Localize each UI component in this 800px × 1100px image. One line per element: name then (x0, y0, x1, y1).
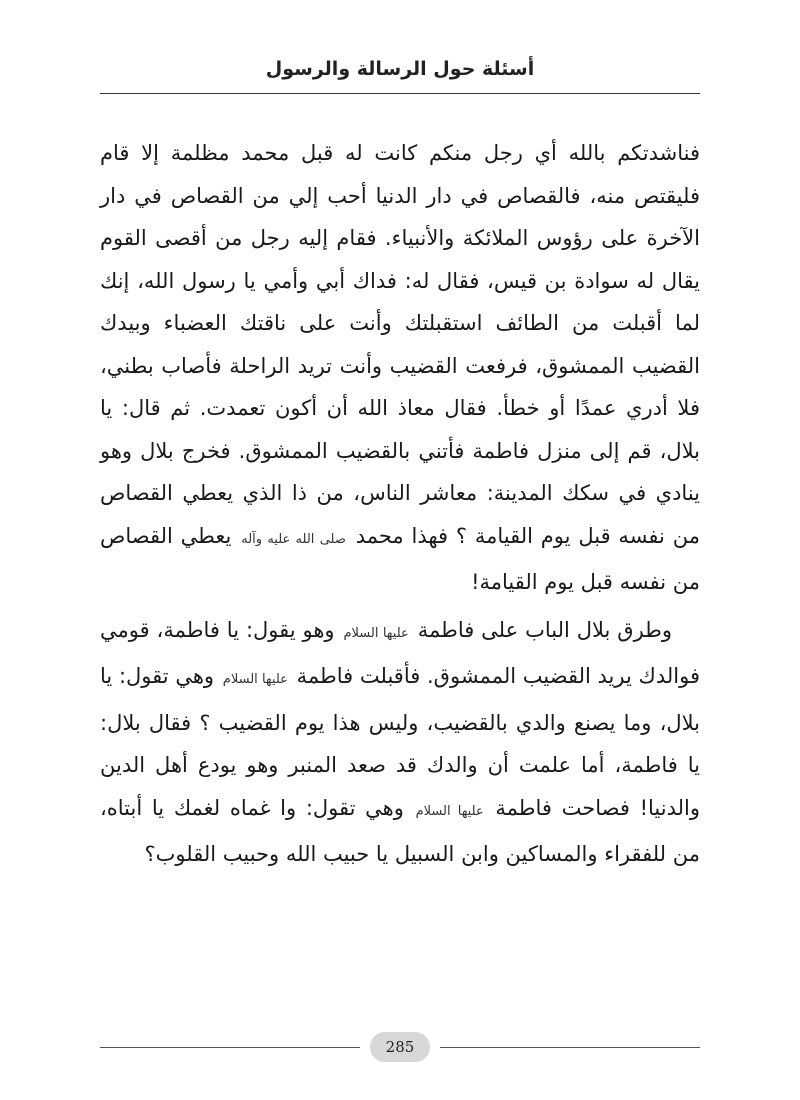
header-rule (100, 93, 700, 94)
paragraph-text: وهو يقول: يا فاطمة، قومي فوالدك يريد القضيب الممشوق. فأقبلت فاطمة (100, 617, 701, 688)
paragraph-text: وهي تقول: يا بلال، وما يصنع والدي بالقضيب، وليس هذا يوم القضيب ؟ فقال بلال: يا فاطمة، أما علمت أن والدك قد صعد المنبر وهو يودع أهل الدين والدنيا! فصاحت فاطمة (100, 664, 700, 820)
page-number: 285 (370, 1032, 430, 1062)
paragraph-text: وطرق بلال الباب على فاطمة (417, 617, 673, 642)
honorific-glyph: صلى الله عليه وآله (241, 531, 346, 547)
footer-rule-right (440, 1047, 700, 1048)
paragraph-text: وهي تقول: وا غماه لغمك يا أبتاه، من للفقراء والمساكين وابن السبيل يا حبيب الله وحبيب القلوب؟ (100, 795, 700, 866)
running-header: أسئلة حول الرسالة والرسول (265, 58, 535, 80)
paragraph-1 (100, 132, 700, 604)
page-footer (100, 1024, 700, 1064)
paragraph-text: يعطي القصاص من نفسه قبل يوم القيامة! (100, 523, 700, 594)
paragraph-text: فناشدتكم بالله أي رجل منكم كانت له قبل محمد مظلمة إلا قام فليقتص منه، فالقصاص في دار الدنيا أحب إلي من القصاص في دار الآخرة على رؤوس الملائكة والأنبياء. فقام إليه رجل من أقصى القوم يقال له سوادة بن قيس، فقال له: فداك أبي وأمي يا رسول الله، إنك لما أقبلت من الطائف استقبلتك وأنت على ناقتك العضباء وبيدك القضيب الممشوق، فرفعت القضيب وأنت تريد الراحلة فأصاب بطني، فلا أدري عمدًا أو خطأ. فقال معاذ الله أن أكون تعمدت. ثم قال: يا بلال، قم إلى منزل فاطمة فأتني بالقضيب الممشوق. فخرج بلال وهو ينادي في سكك المدينة: معاشر الناس، من ذا الذي يعطي القصاص من نفسه قبل يوم القيامة ؟ فهذا محمد (100, 141, 700, 548)
honorific-glyph: عليها السلام (343, 625, 409, 641)
footer-rule-left (100, 1047, 360, 1048)
body-text (100, 132, 700, 876)
honorific-glyph: عليها السلام (415, 803, 484, 819)
paragraph-2 (100, 609, 700, 876)
honorific-glyph: عليها السلام (222, 672, 288, 687)
